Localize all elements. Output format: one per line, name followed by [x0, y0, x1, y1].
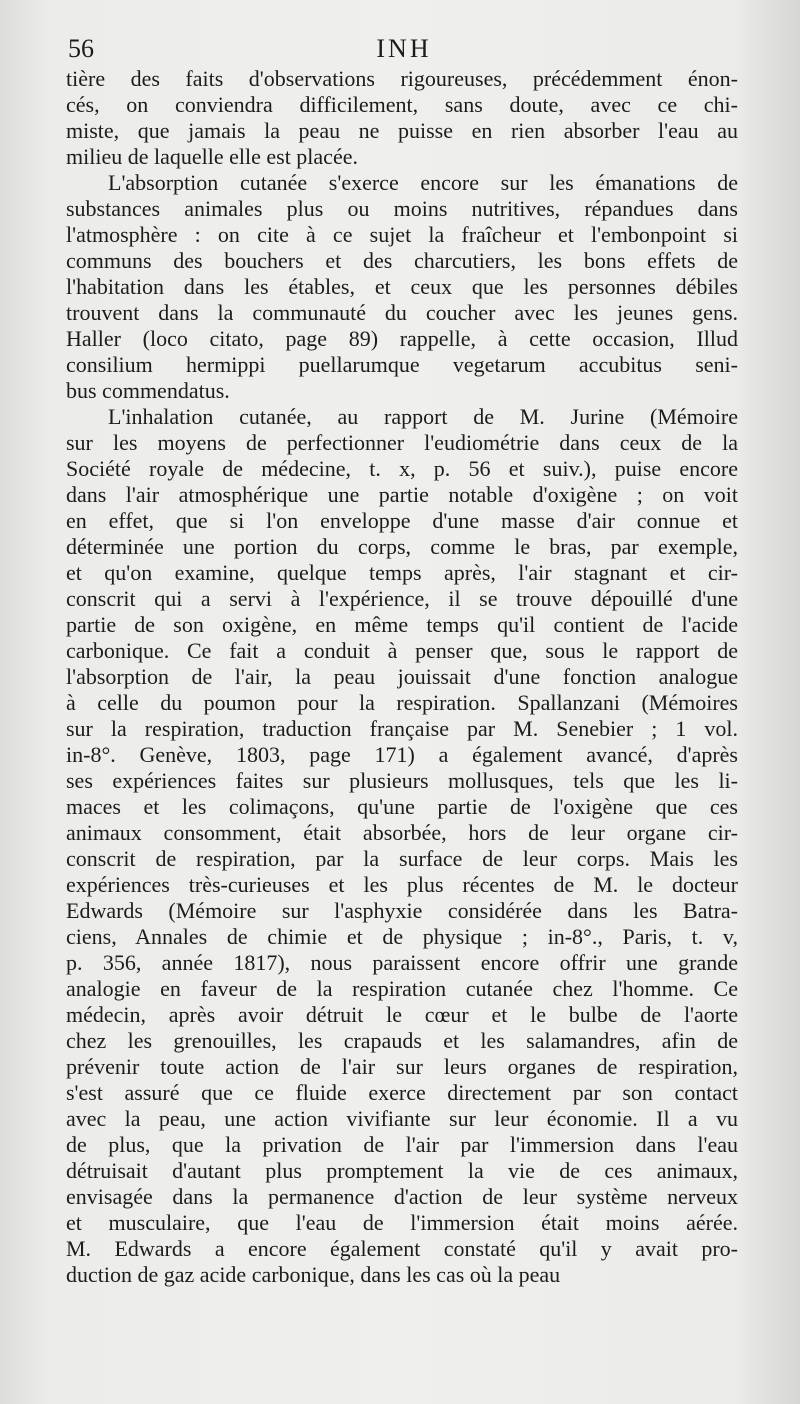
text-line: cés, on conviendra difficilement, sans doute, avec ce chi- — [66, 92, 738, 117]
text-line: maces et les colimaçons, qu'une partie de l'oxigène que ces — [66, 794, 738, 819]
text-line: conscrit qui a servi à l'expérience, il se trouve dépouillé d'une — [66, 586, 738, 611]
page-header — [68, 34, 740, 68]
text-line: substances animales plus ou moins nutritives, répandues dans — [66, 196, 738, 221]
text-line: expériences très-curieuses et les plus récentes de M. le docteur — [66, 872, 738, 897]
text-line: l'atmosphère : on cite à ce sujet la fraîcheur et l'embonpoint si — [66, 222, 738, 247]
text-line: et musculaire, que l'eau de l'immersion était moins aérée. — [66, 1210, 738, 1235]
text-line: Haller (loco citato, page 89) rappelle, à cette occasion, Illud — [66, 326, 738, 351]
text-line: sur la respiration, traduction française par M. Senebier ; 1 vol. — [66, 716, 738, 741]
text-line: bus commendatus. — [66, 378, 230, 403]
paragraph — [66, 66, 738, 170]
text-line: p. 356, année 1817), nous paraissent encore offrir une grande — [66, 950, 738, 975]
text-line: l'absorption de l'air, la peau jouissait d'une fonction analogue — [66, 664, 738, 689]
text-line: avec la peau, une action vivifiante sur leur économie. Il a vu — [66, 1106, 738, 1131]
text-line: L'absorption cutanée s'exerce encore sur les émanations de — [108, 170, 738, 195]
text-line: dans l'air atmosphérique une partie notable d'oxigène ; on voit — [66, 482, 738, 507]
text-line: partie de son oxigène, en même temps qu'il contient de l'acide — [66, 612, 738, 637]
text-line: carbonique. Ce fait a conduit à penser que, sous le rapport de — [66, 638, 738, 663]
text-line: chez les grenouilles, les crapauds et les salamandres, afin de — [66, 1028, 738, 1053]
text-line: animaux consomment, était absorbée, hors de leur organe cir- — [66, 820, 738, 845]
text-line: s'est assuré que ce fluide exerce directement par son contact — [66, 1080, 738, 1105]
text-line: conscrit de respiration, par la surface de leur corps. Mais les — [66, 846, 738, 871]
text-line: Société royale de médecine, t. x, p. 56 et suiv.), puise encore — [66, 456, 738, 481]
text-line: et qu'on examine, quelque temps après, l'air stagnant et cir- — [66, 560, 738, 585]
text-line: consilium hermippi puellarumque vegetarum accubitus seni- — [66, 352, 738, 377]
text-line: communs des bouchers et des charcutiers, les bons effets de — [66, 248, 738, 273]
text-line: à celle du poumon pour la respiration. Spallanzani (Mémoires — [66, 690, 738, 715]
text-line: tière des faits d'observations rigoureuses, précédemment énon- — [66, 66, 738, 91]
text-line: de plus, que la privation de l'air par l'immersion dans l'eau — [66, 1132, 738, 1157]
paragraph — [66, 170, 738, 404]
text-line: sur les moyens de perfectionner l'eudiométrie dans ceux de la — [66, 430, 738, 455]
text-line: M. Edwards a encore également constaté qu'il y avait pro- — [66, 1236, 738, 1261]
text-line: déterminée une portion du corps, comme le bras, par exemple, — [66, 534, 738, 559]
text-line: duction de gaz acide carbonique, dans les cas où la peau — [66, 1262, 561, 1287]
running-title: INH — [376, 34, 432, 63]
text-line: in-8°. Genève, 1803, page 171) a également avancé, d'après — [66, 742, 738, 767]
text-line: ciens, Annales de chimie et de physique ; in-8°., Paris, t. v, — [66, 924, 738, 949]
text-line: miste, que jamais la peau ne puisse en rien absorber l'eau au — [66, 118, 738, 143]
paragraph — [66, 404, 738, 1288]
text-line: en effet, que si l'on enveloppe d'une masse d'air connue et — [66, 508, 738, 533]
text-line: milieu de laquelle elle est placée. — [66, 144, 358, 169]
text-line: l'habitation dans les étables, et ceux que les personnes débiles — [66, 274, 738, 299]
body-text — [66, 66, 738, 1288]
text-line: prévenir toute action de l'air sur leurs organes de respiration, — [66, 1054, 738, 1079]
text-line: envisagée dans la permanence d'action de leur système nerveux — [66, 1184, 738, 1209]
text-line: Edwards (Mémoire sur l'asphyxie considérée dans les Batra- — [66, 898, 738, 923]
text-line: trouvent dans la communauté du coucher avec les jeunes gens. — [66, 300, 738, 325]
page-number: 56 — [68, 34, 94, 63]
text-line: ses expériences faites sur plusieurs mollusques, tels que les li- — [66, 768, 738, 793]
text-line: détruisait d'autant plus promptement la vie de ces animaux, — [66, 1158, 738, 1183]
text-line: analogie en faveur de la respiration cutanée chez l'homme. Ce — [66, 976, 738, 1001]
text-line: médecin, après avoir détruit le cœur et le bulbe de l'aorte — [66, 1002, 738, 1027]
text-line: L'inhalation cutanée, au rapport de M. Jurine (Mémoire — [108, 404, 738, 429]
